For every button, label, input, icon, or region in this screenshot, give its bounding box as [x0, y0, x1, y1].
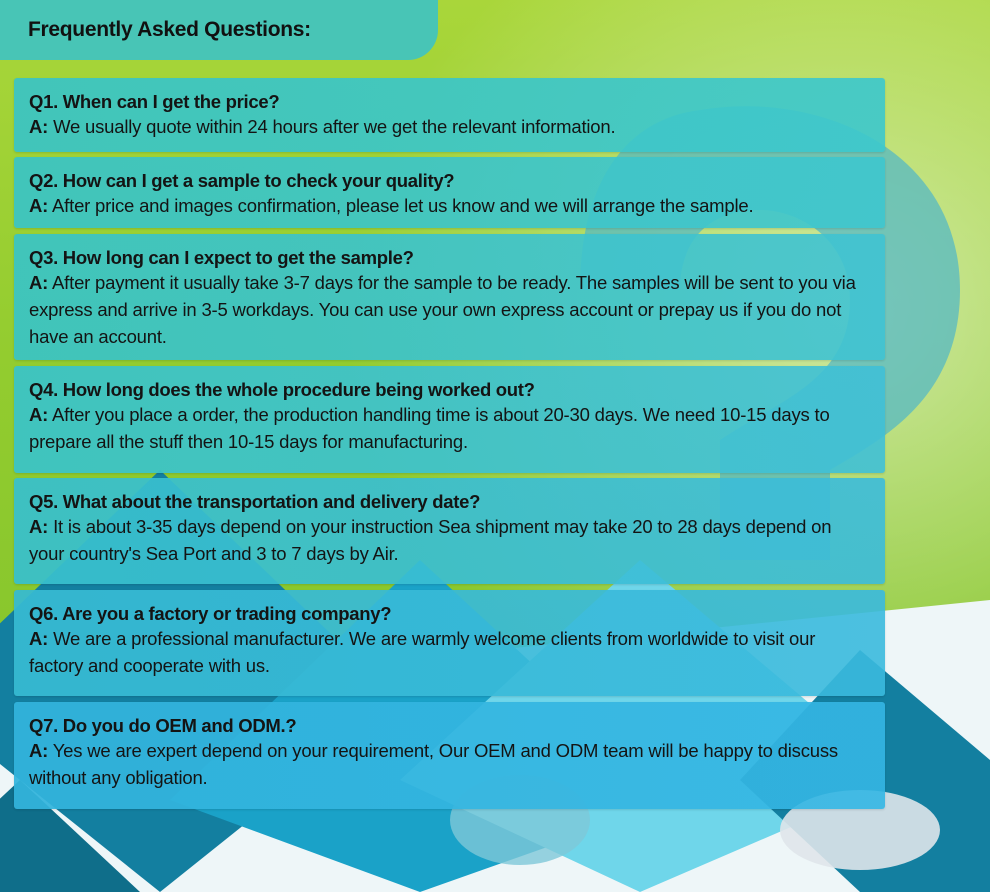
faq-item [14, 234, 885, 360]
faq-question: Q5. What about the transportation and delivery date? [29, 491, 481, 512]
faq-item [14, 157, 885, 228]
faq-item [14, 478, 885, 584]
faq-item [14, 78, 885, 152]
faq-answer [29, 192, 871, 219]
faq-item [14, 590, 885, 696]
faq-item [14, 702, 885, 809]
answer-text: After price and images confirmation, please let us know and we will arrange the sample. [48, 195, 754, 216]
answer-text: After payment it usually take 3-7 days for the sample to be ready. The samples will be sent to you via express and arrive in 3-5 workdays. You can use your own express account or prepay us if you do not have an account. [29, 272, 856, 347]
faq-question: Q1. When can I get the price? [29, 91, 280, 112]
faq-answer [29, 113, 871, 140]
faq-answer [29, 513, 871, 567]
answer-label: A: [29, 195, 49, 216]
faq-item [14, 366, 885, 473]
faq-question: Q4. How long does the whole procedure being worked out? [29, 379, 535, 400]
faq-question: Q7. Do you do OEM and ODM.? [29, 715, 297, 736]
faq-question: Q2. How can I get a sample to check your quality? [29, 170, 455, 191]
answer-label: A: [29, 740, 49, 761]
faq-answer [29, 737, 871, 791]
answer-text: We are a professional manufacturer. We are warmly welcome clients from worldwide to visit our factory and cooperate with us. [29, 628, 816, 676]
faq-answer [29, 625, 871, 679]
answer-label: A: [29, 272, 49, 293]
answer-text: We usually quote within 24 hours after we get the relevant information. [48, 116, 616, 137]
faq-question: Q3. How long can I expect to get the sample? [29, 247, 414, 268]
answer-text: After you place a order, the production handling time is about 20-30 days. We need 10-15 days to prepare all the stuff then 10-15 days for manufacturing. [29, 404, 830, 452]
answer-text: Yes we are expert depend on your requirement, Our OEM and ODM team will be happy to discuss without any obligation. [29, 740, 838, 788]
faq-answer [29, 269, 871, 350]
faq-header [0, 0, 438, 60]
answer-label: A: [29, 116, 49, 137]
answer-label: A: [29, 404, 49, 425]
faq-answer [29, 401, 871, 455]
answer-text: It is about 3-35 days depend on your instruction Sea shipment may take 20 to 28 days depend on your country's Sea Port and 3 to 7 days by Air. [29, 516, 832, 564]
faq-question: Q6. Are you a factory or trading company? [29, 603, 392, 624]
page-title: Frequently Asked Questions: [28, 18, 311, 41]
answer-label: A: [29, 628, 49, 649]
answer-label: A: [29, 516, 49, 537]
